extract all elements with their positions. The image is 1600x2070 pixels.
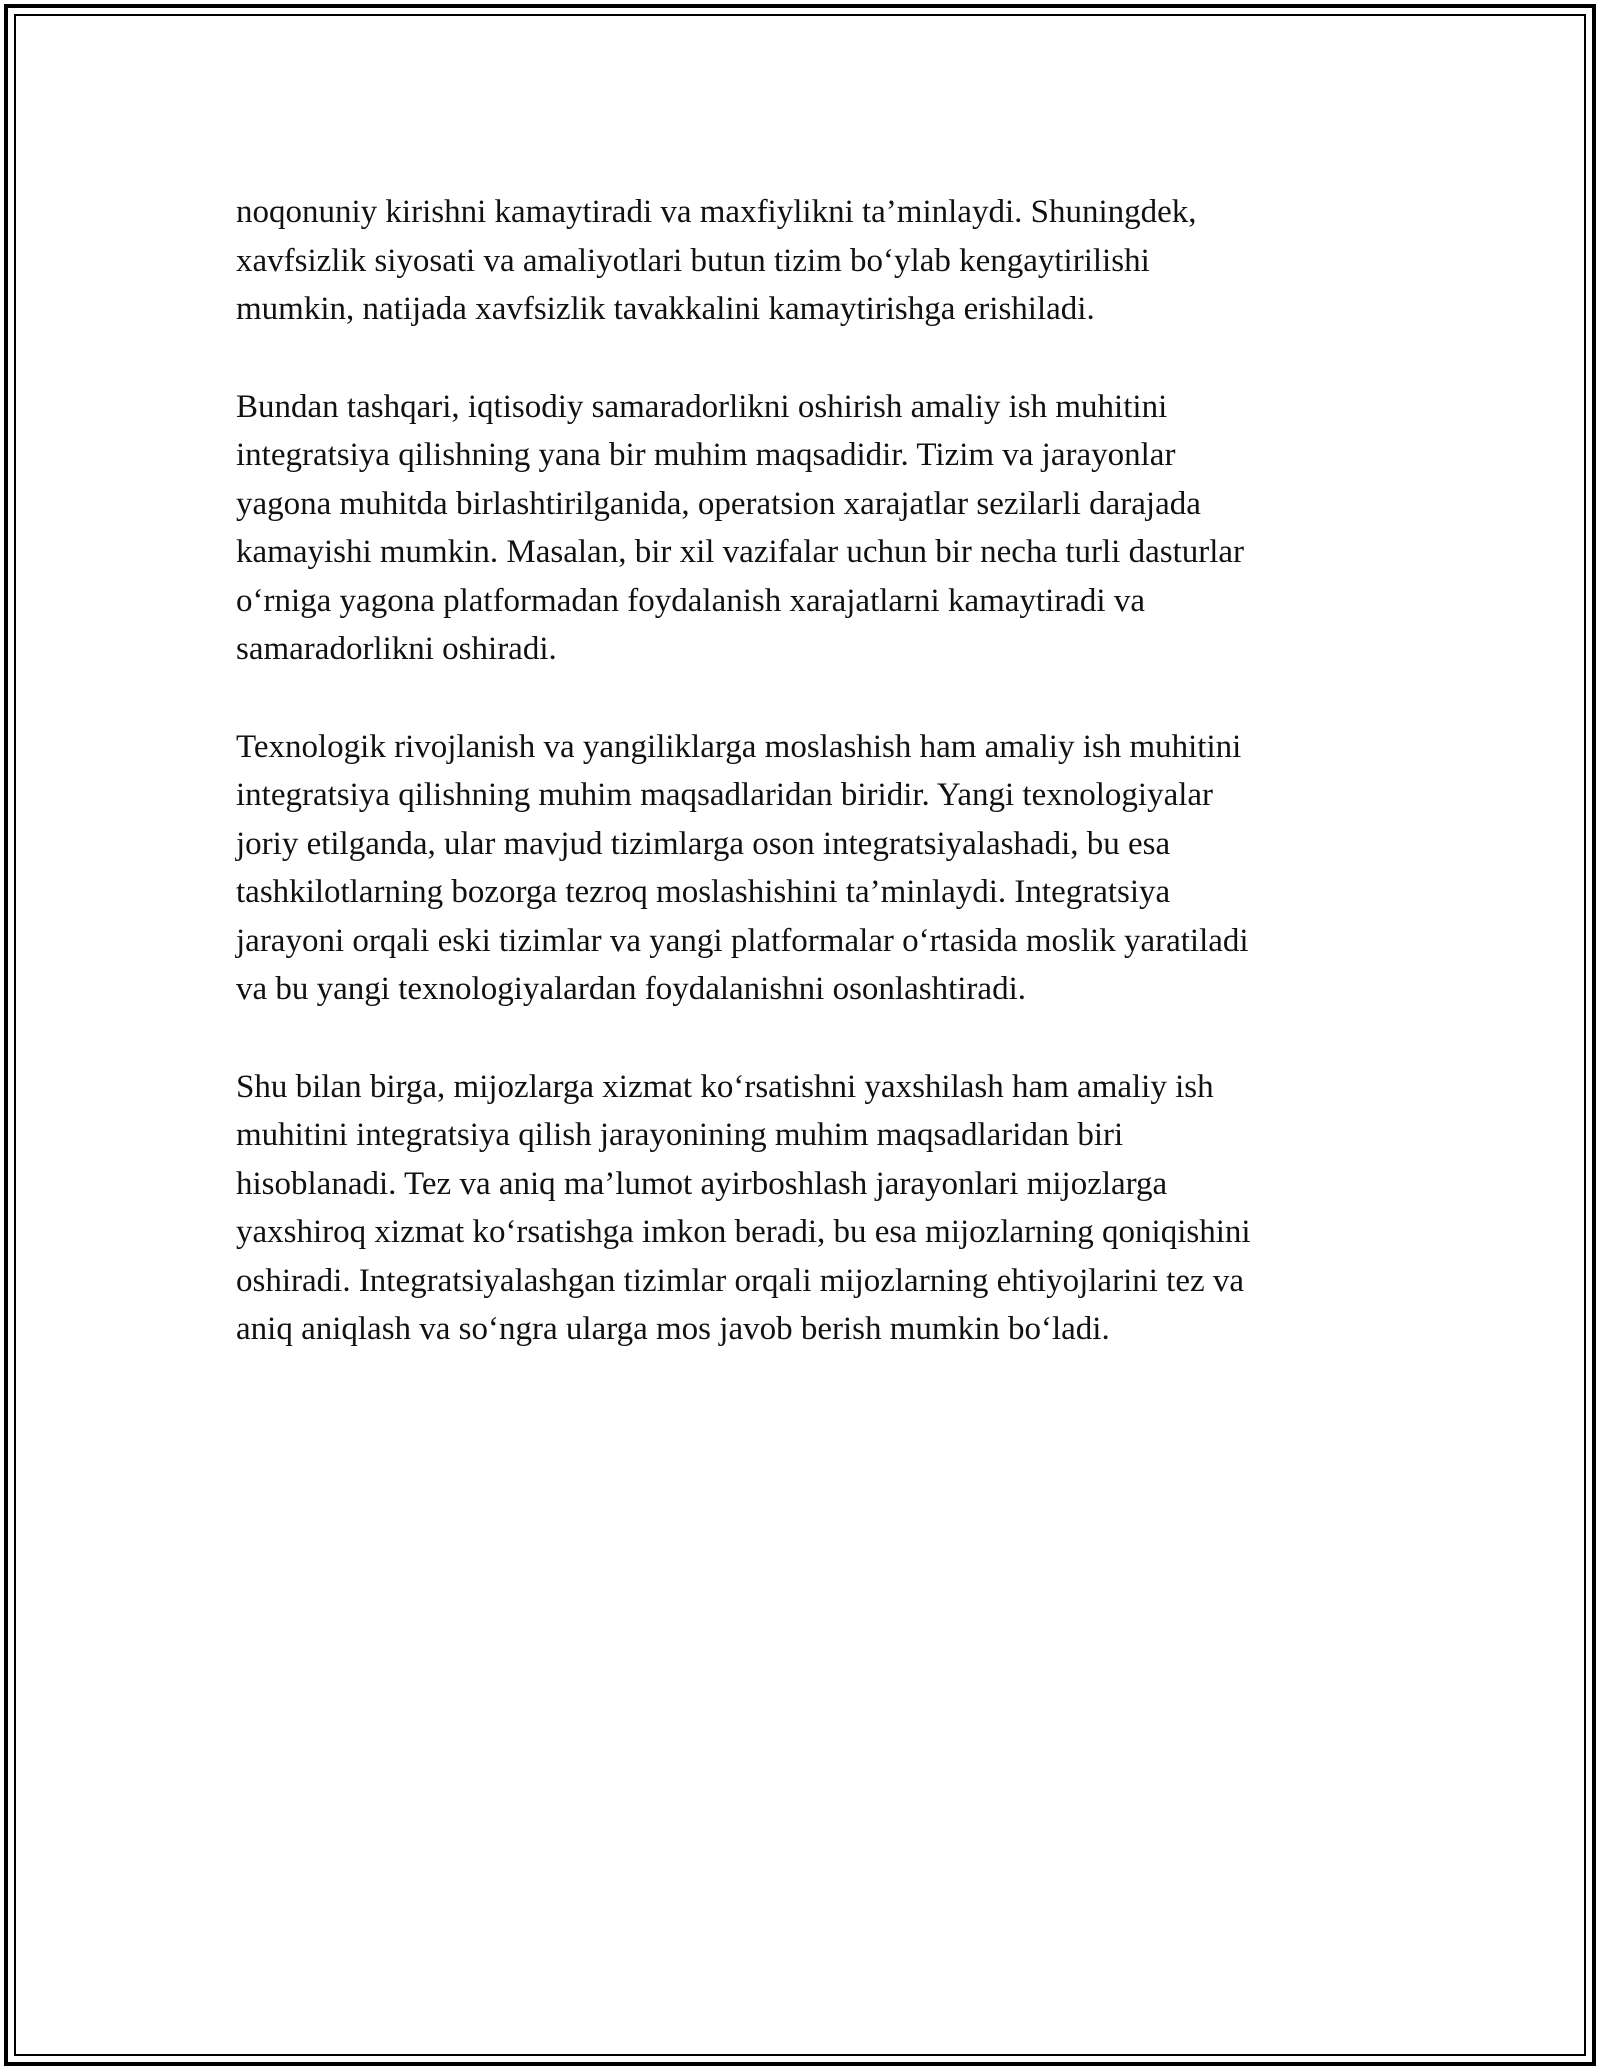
document-body — [236, 188, 1376, 1403]
paragraph-4: Shu bilan birga, mijozlarga xizmat ko‘rsatishni yaxshilash ham amaliy ish muhitini integratsiya qilish jarayonining muhim maqsadlaridan biri hisoblanadi. Tez va aniq ma’lumot ayirboshlash jarayonlari mijozlarga yaxshiroq xizmat ko‘rsatishga imkon beradi, bu esa mijozlarning qoniqishini oshiradi. Integratsiyalashgan tizimlar orqali mijozlarning ehtiyojlarini tez va aniq aniqlash va so‘ngra ularga mos javob berish mumkin bo‘ladi. — [236, 1068, 1251, 1347]
paragraph-2: Bundan tashqari, iqtisodiy samaradorlikni oshirish amaliy ish muhitini integratsiya qilishning yana bir muhim maqsadidir. Tizim va jarayonlar yagona muhitda birlashtirilganida, operatsion xarajatlar sezilarli darajada kamayishi mumkin. Masalan, bir xil vazifalar uchun bir necha turli dasturlar o‘rniga yagona platformadan foydalanish xarajatlarni kamaytiradi va samaradorlikni oshiradi. — [236, 388, 1245, 667]
paragraph-3: Texnologik rivojlanish va yangiliklarga moslashish ham amaliy ish muhitini integratsiya qilishning muhim maqsadlaridan biridir. Yangi texnologiyalar joriy etilganda, ular mavjud tizimlarga oson integratsiyalashadi, bu esa tashkilotlarning bozorga tezroq moslashishini ta’minlaydi. Integratsiya jarayoni orqali eski tizimlar va yangi platformalar o‘rtasida moslik yaratiladi va bu yangi texnologiyalardan foydalanishni osonlashtiradi. — [236, 728, 1249, 1007]
paragraph-1: noqonuniy kirishni kamaytiradi va maxfiylikni ta’minlaydi. Shuningdek, xavfsizlik siyosati va amaliyotlari butun tizim bo‘ylab kengaytirilishi mumkin, natijada xavfsizlik tavakkalini kamaytirishga erishiladi. — [236, 194, 1197, 327]
